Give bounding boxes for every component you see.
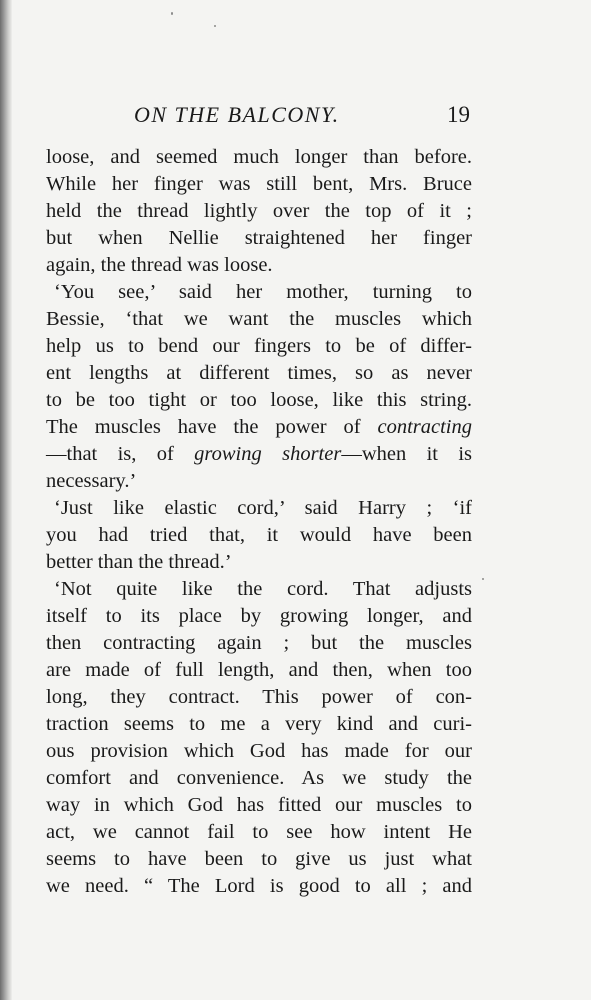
body-text bbox=[46, 144, 472, 900]
text-line: ous provision which God has made for our bbox=[46, 740, 472, 762]
text-line: we need. “ The Lord is good to all ; and bbox=[46, 875, 472, 897]
text-line: long, they contract. This power of con- bbox=[46, 686, 472, 708]
text-line: While her finger was still bent, Mrs. Bruce bbox=[46, 173, 472, 195]
text-line: loose, and seemed much longer than before. bbox=[46, 146, 472, 168]
text-line: but when Nellie straightened her finger bbox=[46, 227, 472, 249]
text-line: then contracting again ; but the muscles bbox=[46, 632, 472, 654]
text-line: —that is, of growing shorter—when it is bbox=[46, 443, 472, 465]
text-line: you had tried that, it would have been bbox=[46, 524, 472, 546]
paper-speck bbox=[482, 578, 484, 580]
paper-speck bbox=[214, 25, 216, 27]
text-line: way in which God has fitted our muscles to bbox=[46, 794, 472, 816]
text-line: better than the thread.’ bbox=[46, 551, 232, 573]
text-line: held the thread lightly over the top of it ; bbox=[46, 200, 472, 222]
running-title: ON THE BALCONY. bbox=[134, 102, 340, 127]
text-line: ‘You see,’ said her mother, turning to bbox=[54, 281, 472, 303]
text-line: again, the thread was loose. bbox=[46, 254, 273, 276]
text-line: to be too tight or too loose, like this string. bbox=[46, 389, 472, 411]
text-line: The muscles have the power of contracting bbox=[46, 416, 472, 438]
page-gutter-shadow bbox=[0, 0, 12, 1000]
text-line: ‘Just like elastic cord,’ said Harry ; ‘if bbox=[54, 497, 472, 519]
italic-phrase: contracting bbox=[377, 416, 472, 438]
text-line: itself to its place by growing longer, and bbox=[46, 605, 472, 627]
text-line: Bessie, ‘that we want the muscles which bbox=[46, 308, 472, 330]
page-number: 19 bbox=[447, 102, 470, 127]
text-line: act, we cannot fail to see how intent He bbox=[46, 821, 472, 843]
text-line: comfort and convenience. As we study the bbox=[46, 767, 472, 789]
text-line: necessary.’ bbox=[46, 470, 137, 492]
text-line: seems to have been to give us just what bbox=[46, 848, 472, 870]
text-line: are made of full length, and then, when too bbox=[46, 659, 472, 681]
page-header bbox=[46, 100, 472, 134]
text-line: help us to bend our fingers to be of differ- bbox=[46, 335, 472, 357]
italic-phrase: growing shorter bbox=[194, 443, 342, 465]
paper-speck bbox=[171, 12, 173, 15]
text-line: traction seems to me a very kind and curi- bbox=[46, 713, 472, 735]
text-line: ent lengths at different times, so as never bbox=[46, 362, 472, 384]
text-line: ‘Not quite like the cord. That adjusts bbox=[54, 578, 472, 600]
